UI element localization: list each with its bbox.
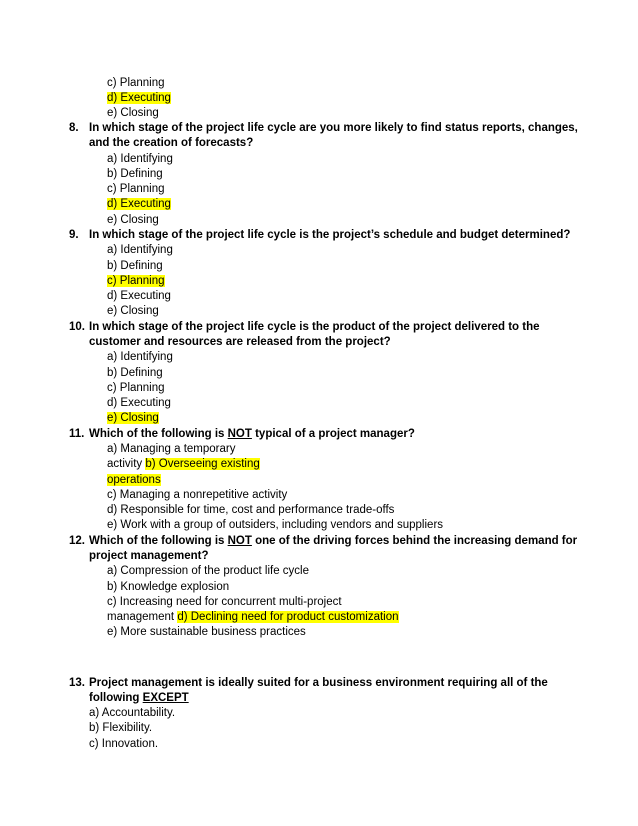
- answer-highlight: c) Planning: [107, 275, 165, 287]
- option-e: e) Closing: [107, 305, 159, 317]
- option-c: c) Increasing need for concurrent multi-project: [107, 596, 342, 608]
- question-8: [0, 121, 638, 136]
- option-b: b) Knowledge explosion: [107, 581, 230, 593]
- question-13-line2: [89, 691, 189, 706]
- option-a: a) Identifying: [107, 244, 173, 256]
- option-a: a) Accountability.: [89, 707, 176, 719]
- question-text-start: Which of the following is: [89, 428, 228, 440]
- question-text: In which stage of the project life cycle are you more likely to find status reports, changes,: [89, 122, 578, 134]
- question-9: [0, 228, 638, 243]
- option-c: c) Planning: [107, 382, 165, 394]
- question-text: In which stage of the project life cycle is the product of the project delivered to the: [89, 321, 540, 333]
- answer-highlight: b) Overseeing existing: [145, 458, 260, 470]
- answer-highlight: d) Declining need for product customization: [177, 611, 399, 623]
- option-a: a) Identifying: [107, 153, 173, 165]
- question-text-end: one of the driving forces behind the increasing demand for: [251, 535, 578, 547]
- question-text-end: typical of a project manager?: [251, 428, 415, 440]
- option-e: e) Closing: [107, 214, 159, 226]
- question-text: Project management is ideally suited for a business environment requiring all of the: [89, 677, 548, 689]
- option-a: a) Managing a temporary: [107, 443, 236, 455]
- option-d: d) Executing: [107, 290, 171, 302]
- question-10-line2: customer and resources are released from the project?: [89, 336, 391, 348]
- not-emphasis: NOT: [227, 428, 252, 440]
- question-13: [0, 676, 638, 691]
- option-c-tail: management: [107, 611, 178, 623]
- option-c: c) Planning: [107, 77, 165, 89]
- option-b: b) Defining: [107, 260, 163, 272]
- question-text-start: following: [89, 692, 143, 704]
- option-c: c) Innovation.: [89, 738, 159, 750]
- question-12-line2: project management?: [89, 550, 209, 562]
- question-11: [0, 427, 638, 442]
- question-number: 11.: [69, 428, 85, 440]
- option-c: c) Planning: [107, 183, 165, 195]
- question-text: [89, 427, 415, 442]
- option-a-continued: [107, 457, 260, 472]
- option-c-continued: [107, 610, 399, 625]
- answer-highlight: operations: [107, 474, 161, 486]
- question-number: 13.: [69, 677, 85, 689]
- option-c-answer: [107, 274, 165, 289]
- option-a: a) Identifying: [107, 351, 173, 363]
- option-e: e) Closing: [107, 107, 159, 119]
- question-10: [0, 320, 638, 335]
- option-e-answer: [107, 411, 159, 426]
- option-c: c) Managing a nonrepetitive activity: [107, 489, 288, 501]
- option-a: a) Compression of the product life cycle: [107, 565, 309, 577]
- option-b: b) Defining: [107, 168, 163, 180]
- question-8-line2: and the creation of forecasts?: [89, 137, 254, 149]
- option-b: b) Defining: [107, 367, 163, 379]
- answer-highlight: e) Closing: [107, 412, 159, 424]
- option-e: e) Work with a group of outsiders, including vendors and suppliers: [107, 519, 444, 531]
- option-d-answer: [107, 91, 171, 106]
- question-number: 8.: [69, 122, 79, 134]
- option-d: d) Executing: [107, 397, 171, 409]
- option-a-tail: activity: [107, 458, 146, 470]
- question-text-start: Which of the following is: [89, 535, 228, 547]
- option-d-answer: [107, 197, 171, 212]
- question-text: [89, 534, 577, 549]
- option-b: b) Flexibility.: [89, 722, 153, 734]
- answer-highlight: d) Executing: [107, 198, 171, 210]
- not-emphasis: NOT: [227, 535, 252, 547]
- question-12: [0, 534, 638, 549]
- option-d: d) Responsible for time, cost and performance trade-offs: [107, 504, 395, 516]
- option-b-continued: [107, 473, 161, 488]
- question-number: 10.: [69, 321, 85, 333]
- question-number: 12.: [69, 535, 85, 547]
- answer-highlight: d) Executing: [107, 92, 171, 104]
- option-e: e) More sustainable business practices: [107, 626, 306, 638]
- question-text: In which stage of the project life cycle is the project’s schedule and budget determined?: [89, 229, 571, 241]
- except-emphasis: EXCEPT: [142, 692, 189, 704]
- question-number: 9.: [69, 229, 79, 241]
